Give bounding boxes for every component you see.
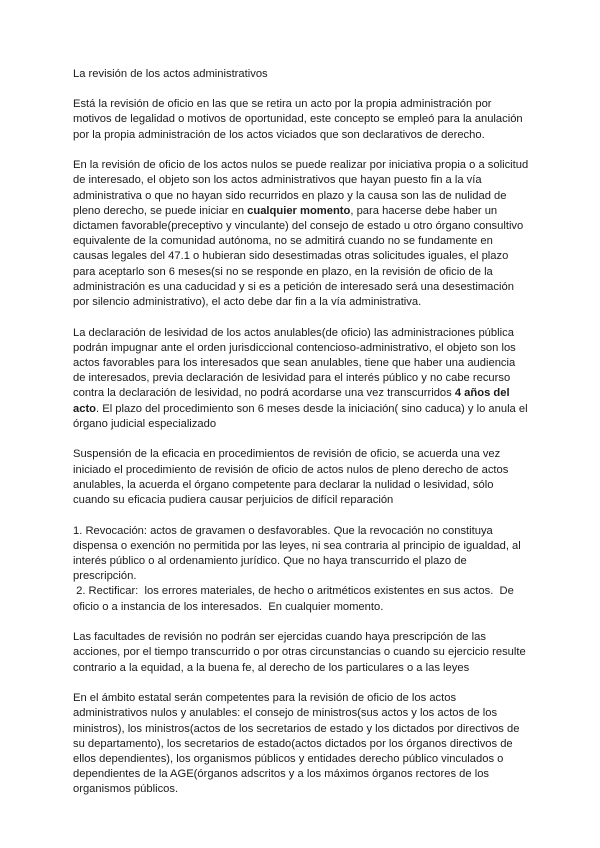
paragraph-actos-nulos-text-a: En la revisión de oficio de los actos nulos se puede realizar por iniciativa propia o a solicitud de interesado, el objeto son los actos administrativos que hayan puesto fin a la vía administrativa o que no hayan sido recurridos en plazo y la causa son las de nulidad de pleno derecho, se puede iniciar en (73, 159, 529, 217)
paragraph-actos-nulos-text-b: , para hacerse debe haber un dictamen favorable(preceptivo y vinculante) del consejo de estado u otro órgano consultivo equivalente de la comunidad autónoma, no se admitirá cuando no se fundamente en causas legales del 47.1 o hubieran sido desestimadas otras solicitudes iguales, el plazo para aceptarlo son 6 meses(si no se responde en plazo, en la revisión de oficio de la administración es una caducidad y si es a petición de interesado será una desestimación por silencio administrativo), el acto debe dar fin a la vía administrativa. (73, 204, 524, 309)
paragraph-competencia-estatal: En el ámbito estatal serán competentes para la revisión de oficio de los actos administrativos nulos y anulables: el consejo de ministros(sus actos y los actos de los ministros), los ministros(actos de los secretarios de estado y los dictados por directivos de su departamento), los secretarios de estado(actos dictados por los órganos directivos de ellos dependientes), los organismos públicos y entidades derecho público vinculados o dependientes de la AGE(órganos adscritos y a los máximos órganos rectores de los organismos públicos. (73, 692, 520, 796)
paragraph-actos-nulos (73, 158, 529, 310)
paragraph-limites-revision: Las facultades de revisión no podrán ser ejercidas cuando haya prescripción de las acciones, por el tiempo transcurrido o por otras circunstancias o cuando su ejercicio resulte contrario a la equidad, a la buena fe, al derecho de los particulares o a las leyes (73, 631, 526, 674)
paragraph-revocacion: 1. Revocación: actos de gravamen o desfavorables. Que la revocación no constituya dispensa o exención no permitida por las leyes, ni sea contraria al principio de igualdad, al interés público o al ordenamiento jurídico. Que no haya transcurrido el plazo de prescripción. (73, 524, 521, 583)
paragraph-lesividad-text-b: . El plazo del procedimiento son 6 meses desde la iniciación( sino caduca) y lo anula el órgano judicial especializado (73, 402, 528, 430)
paragraph-lesividad (73, 326, 529, 432)
document-title: La revisión de los actos administrativos (73, 68, 268, 80)
paragraph-lesividad-text-a: La declaración de lesividad de los actos anulables(de oficio) las administraciones pública podrán impugnar ante el orden jurisdiccional contencioso-administrativo, el objeto son los actos favorables para los interesados que sean anulables, tiene que haber una audiencia de interesados, previa declaración de lesividad para el interés público y no cabe recurso contra la declaración de lesividad, no podrá acordarse una vez transcurridos (73, 326, 516, 400)
emphasis-4-anos: 4 años del acto (73, 387, 510, 415)
paragraph-suspension-eficacia: Suspensión de la eficacia en procedimientos de revisión de oficio, se acuerda una vez iniciado el procedimiento de revisión de oficio de actos nulos de pleno derecho de actos anulables, la acuerda el órgano competente para declarar la nulidad o lesividad, sólo cuando su eficacia pudiera causar perjuicios de difícil reparación (73, 448, 509, 507)
emphasis-cualquier-momento: cualquier momento (247, 204, 351, 217)
paragraph-rectificar: 2. Rectificar: los errores materiales, de hecho o aritméticos existentes en sus actos. De oficio o a instancia de los interesados. En cualquier momento. (73, 585, 517, 613)
paragraph-revision-oficio-intro: Está la revisión de oficio en las que se retira un acto por la propia administración por motivos de legalidad o motivos de oportunidad, este concepto se empleó para la anulación por la propia administración de los actos viciados que son declarativos de derecho. (73, 98, 523, 141)
document-page (73, 67, 529, 813)
